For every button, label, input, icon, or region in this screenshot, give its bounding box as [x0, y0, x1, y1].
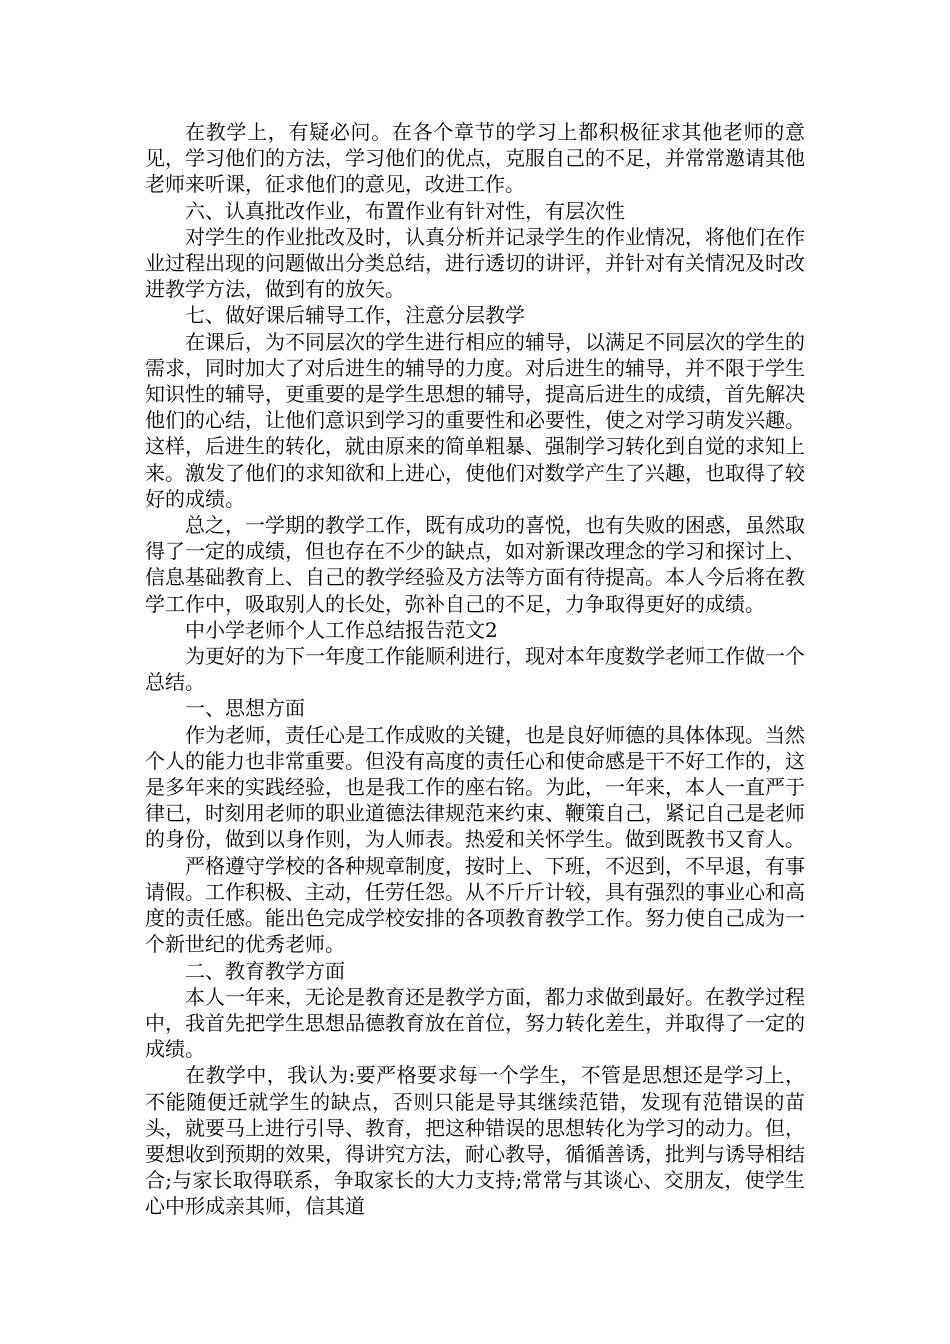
paragraph-after-class-tutoring: 在课后，为不同层次的学生进行相应的辅导，以满足不同层次的学生的需求，同时加大了对后进生的辅导的力度。对后进生的辅导，并不限于学生知识性的辅导，更重要的是学生思想的辅导，提高后进生的成绩，首先解决他们的心结，让他们意识到学习的重要性和必要性，使之对学习萌发兴趣。这样，后进生的转化，就由原来的简单粗暴、强制学习转化到自觉的求知上来。激发了他们的求知欲和上进心，使他们对数学产生了兴趣，也取得了较好的成绩。 — [145, 329, 805, 511]
heading-after-class-tutoring: 七、做好课后辅导工作，注意分层教学 — [185, 303, 525, 328]
paragraph-rules-compliance: 严格遵守学校的各种规章制度，按时上、下班，不迟到，不早退，有事请假。工作积极、主动，任劳任怨。从不斤斤计较，具有强烈的事业心和高度的责任感。能出色完成学校安排的各项教育教学工作。努力使自己成为一个新世纪的优秀老师。 — [145, 853, 805, 957]
paragraph-teaching-methods: 在教学中，我认为:要严格要求每一个学生，不管是思想还是学习上，不能随便迁就学生的缺点，否则只能是导其继续范错，发现有范错误的苗头，就要马上进行引导、教育，把这种错误的思想转化为学习的动力。但，要想收到预期的效果，得讲究方法，耐心教导，循循善诱，批判与诱导相结合;与家长取得联系，争取家长的大力支持;常常与其谈心、交朋友，使学生心中形成亲其师，信其道 — [145, 1063, 805, 1219]
section-title-sample-2: 中小学老师个人工作总结报告范文2 — [185, 617, 498, 642]
paragraph-teaching-consultation: 在教学上，有疑必问。在各个章节的学习上都积极征求其他老师的意见，学习他们的方法，学习他们的优点，克服自己的不足，并常常邀请其他老师来听课，征求他们的意见，改进工作。 — [145, 120, 805, 197]
heading-education-teaching: 二、教育教学方面 — [185, 958, 345, 983]
heading-homework-correction: 六、认真批改作业，布置作业有针对性，有层次性 — [185, 198, 625, 223]
paragraph-semester-summary: 总之，一学期的教学工作，既有成功的喜悦，也有失败的困惑，虽然取得了一定的成绩，但也存在不少的缺点，如对新课改理念的学习和探讨上、信息基础教育上、自己的教学经验及方法等方面有待提高。本人今后将在教学工作中，吸取别人的长处，弥补自己的不足，力争取得更好的成绩。 — [145, 513, 805, 616]
paragraph-homework-correction: 对学生的作业批改及时，认真分析并记录学生的作业情况，将他们在作业过程出现的问题做出分类总结，进行透切的讲评，并针对有关情况及时改进教学方法，做到有的放矢。 — [145, 224, 805, 302]
paragraph-introduction: 为更好的为下一年度工作能顺利进行，现对本年度数学老师工作做一个总结。 — [145, 644, 805, 695]
paragraph-responsibility: 作为老师，责任心是工作成败的关键，也是良好师德的具体体现。当然个人的能力也非常重要。但没有高度的责任心和使命感是干不好工作的，这是多年来的实践经验，也是我工作的座右铭。为此，一年来，本人一直严于律已，时刻用老师的职业道德法律规范来约束、鞭策自己，紧记自己是老师的身份，做到以身作则，为人师表。热爱和关怀学生。做到既教书又育人。 — [145, 722, 805, 852]
paragraph-education-overview: 本人一年来，无论是教育还是教学方面，都力求做到最好。在教学过程中，我首先把学生思想品德教育放在首位，努力转化差生，并取得了一定的成绩。 — [145, 984, 805, 1062]
document-body — [145, 119, 805, 1220]
heading-ideology: 一、思想方面 — [185, 696, 305, 721]
